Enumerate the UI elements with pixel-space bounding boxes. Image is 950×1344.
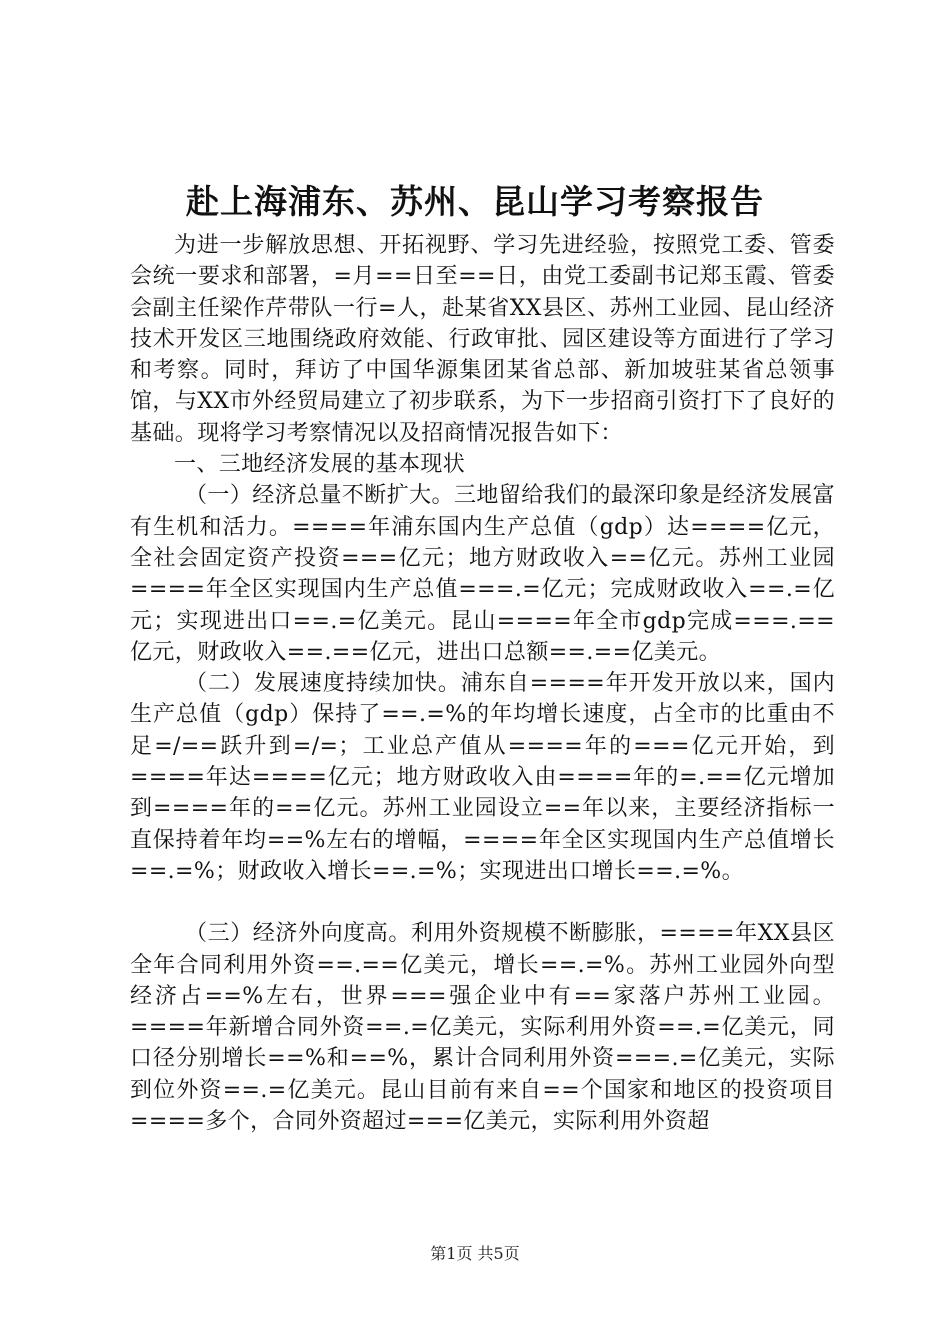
subsection-paragraph-2: （二）发展速度持续加快。浦东自====年开发开放以来，国内生产总值（gdp）保持了==.=%的年均增长速度，占全市的比重由不足=/==跃升到=/=；工业总产值从====年的===亿元开始，到====年达====亿元；地方财政收入由====年的=.==亿元增加到====年的==亿元。苏州工业园设立==年以来，主要经济指标一直保持着年均==%左右的增幅，====年全区实现国内生产总值增长==.=%；财政收入增长==.=%；实现进出口增长==.=%。 (130, 671, 835, 884)
blank-line (130, 887, 835, 918)
section-heading: 一、三地经济发展的基本现状 (174, 452, 466, 478)
document-body (130, 230, 835, 1137)
subsection-paragraph-1: （一）经济总量不断扩大。三地留给我们的最深印象是经济发展富有生机和活力。====年浦东国内生产总值（gdp）达====亿元，全社会固定资产投资===亿元；地方财政收入==亿元。苏州工业园====年全区实现国内生产总值===.=亿元；完成财政收入==.=亿元；实现进出口==.=亿美元。昆山====年全市gdp完成===.==亿元，财政收入==.==亿元，进出口总额==.==亿美元。 (130, 483, 835, 665)
intro-paragraph: 为进一步解放思想、开拓视野、学习先进经验，按照党工委、管委会统一要求和部署，=月==日至==日，由党工委副书记郑玉霞、管委会副主任梁作芹带队一行=人，赴某省XX县区、苏州工业园、昆山经济技术开发区三地围绕政府效能、行政审批、园区建设等方面进行了学习和考察。同时，拜访了中国华源集团某省总部、新加坡驻某省总领事馆，与XX市外经贸局建立了初步联系，为下一步招商引资打下了良好的基础。现将学习考察情况以及招商情况报告如下： (130, 233, 835, 446)
subsection-paragraph-3: （三）经济外向度高。利用外资规模不断膨胀，====年XX县区全年合同利用外资==.==亿美元，增长==.=%。苏州工业园外向型经济占==%左右，世界===强企业中有==家落户苏州工业园。====年新增合同外资==.=亿美元，实际利用外资==.=亿美元，同口径分别增长==%和==%，累计合同利用外资===.=亿美元，实际到位外资==.=亿美元。昆山目前有来自==个国家和地区的投资项目====多个，合同外资超过===亿美元，实际利用外资超 (130, 921, 835, 1135)
page-footer: 第1页 共5页 (430, 1244, 520, 1263)
document-title: 赴上海浦东、苏州、昆山学习考察报告 (186, 182, 764, 221)
